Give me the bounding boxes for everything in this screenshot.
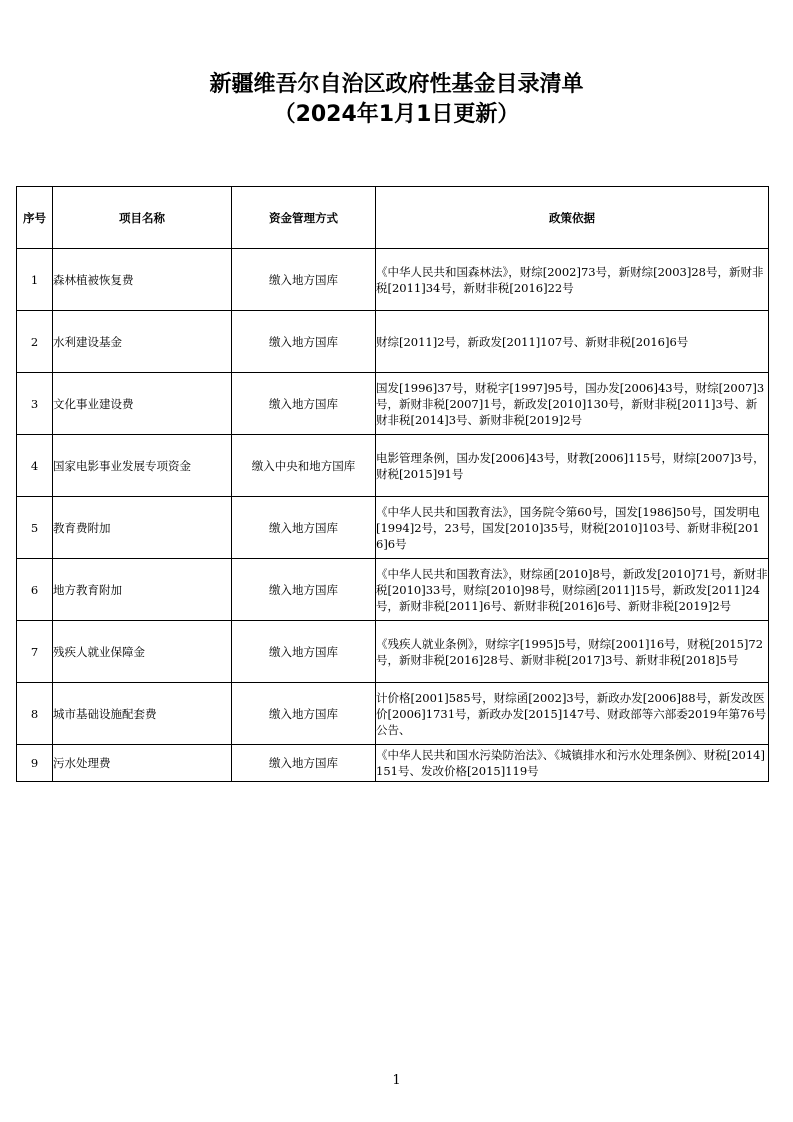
header-index: 序号 (17, 187, 53, 249)
row-name: 文化事业建设费 (53, 373, 232, 435)
table-row (17, 249, 769, 311)
row-index: 3 (17, 373, 53, 435)
row-policy: 《中华人民共和国教育法》，财综函[2010]8号，新政发[2010]71号，新财非税[2010]33号，财综[2010]98号，财综函[2011]15号，新政发[2011]24号，新财非税[2011]6号、新财非税[2016]6号、新财非税[2019]2号 (376, 559, 769, 621)
title-block (0, 70, 793, 130)
table-row (17, 559, 769, 621)
row-index: 2 (17, 311, 53, 373)
table-row (17, 683, 769, 745)
row-management: 缴入地方国库 (232, 249, 376, 311)
table-row (17, 621, 769, 683)
row-policy: 《中华人民共和国教育法》，国务院令第60号，国发[1986]50号，国发明电[1994]2号，23号，国发[2010]35号，财税[2010]103号、新财非税[2016]6号 (376, 497, 769, 559)
table-row (17, 435, 769, 497)
row-index: 1 (17, 249, 53, 311)
row-policy: 《中华人民共和国森林法》，财综[2002]73号，新财综[2003]28号，新财非税[2011]34号，新财非税[2016]22号 (376, 249, 769, 311)
row-management: 缴入地方国库 (232, 683, 376, 745)
row-policy: 电影管理条例，国办发[2006]43号，财教[2006]115号，财综[2007]3号，财税[2015]91号 (376, 435, 769, 497)
table-row (17, 373, 769, 435)
header-policy: 政策依据 (376, 187, 769, 249)
row-management: 缴入地方国库 (232, 621, 376, 683)
row-name: 森林植被恢复费 (53, 249, 232, 311)
row-index: 9 (17, 745, 53, 782)
table-row (17, 745, 769, 782)
table-row (17, 311, 769, 373)
row-management: 缴入中央和地方国库 (232, 435, 376, 497)
table-header-row (17, 187, 769, 249)
document-title: 新疆维吾尔自治区政府性基金目录清单 (209, 72, 584, 97)
table-row (17, 497, 769, 559)
row-name: 国家电影事业发展专项资金 (53, 435, 232, 497)
row-name: 污水处理费 (53, 745, 232, 782)
fund-catalog-table (16, 186, 769, 782)
row-management: 缴入地方国库 (232, 559, 376, 621)
row-policy: 计价格[2001]585号，财综函[2002]3号，新政办发[2006]88号，新发改医价[2006]1731号，新政办发[2015]147号、财政部等六部委2019年第76号公告、 (376, 683, 769, 745)
row-management: 缴入地方国库 (232, 373, 376, 435)
row-index: 6 (17, 559, 53, 621)
row-policy: 《中华人民共和国水污染防治法》、《城镇排水和污水处理条例》、财税[2014]151号、发改价格[2015]119号 (376, 745, 769, 782)
row-index: 8 (17, 683, 53, 745)
row-management: 缴入地方国库 (232, 311, 376, 373)
row-management: 缴入地方国库 (232, 745, 376, 782)
header-management: 资金管理方式 (232, 187, 376, 249)
row-name: 教育费附加 (53, 497, 232, 559)
row-name: 水利建设基金 (53, 311, 232, 373)
document-subtitle: （2024年1月1日更新） (273, 102, 520, 127)
row-policy: 财综[2011]2号，新政发[2011]107号、新财非税[2016]6号 (376, 311, 769, 373)
header-name: 项目名称 (53, 187, 232, 249)
row-name: 地方教育附加 (53, 559, 232, 621)
row-name: 城市基础设施配套费 (53, 683, 232, 745)
row-management: 缴入地方国库 (232, 497, 376, 559)
row-name: 残疾人就业保障金 (53, 621, 232, 683)
row-policy: 国发[1996]37号，财税字[1997]95号，国办发[2006]43号，财综[2007]3号，新财非税[2007]1号，新政发[2010]130号，新财非税[2011]3号、新财非税[2014]3号、新财非税[2019]2号 (376, 373, 769, 435)
page-number: 1 (392, 1073, 401, 1088)
row-index: 7 (17, 621, 53, 683)
row-index: 4 (17, 435, 53, 497)
row-policy: 《残疾人就业条例》，财综字[1995]5号，财综[2001]16号，财税[2015]72号，新财非税[2016]28号、新财非税[2017]3号、新财非税[2018]5号 (376, 621, 769, 683)
row-index: 5 (17, 497, 53, 559)
